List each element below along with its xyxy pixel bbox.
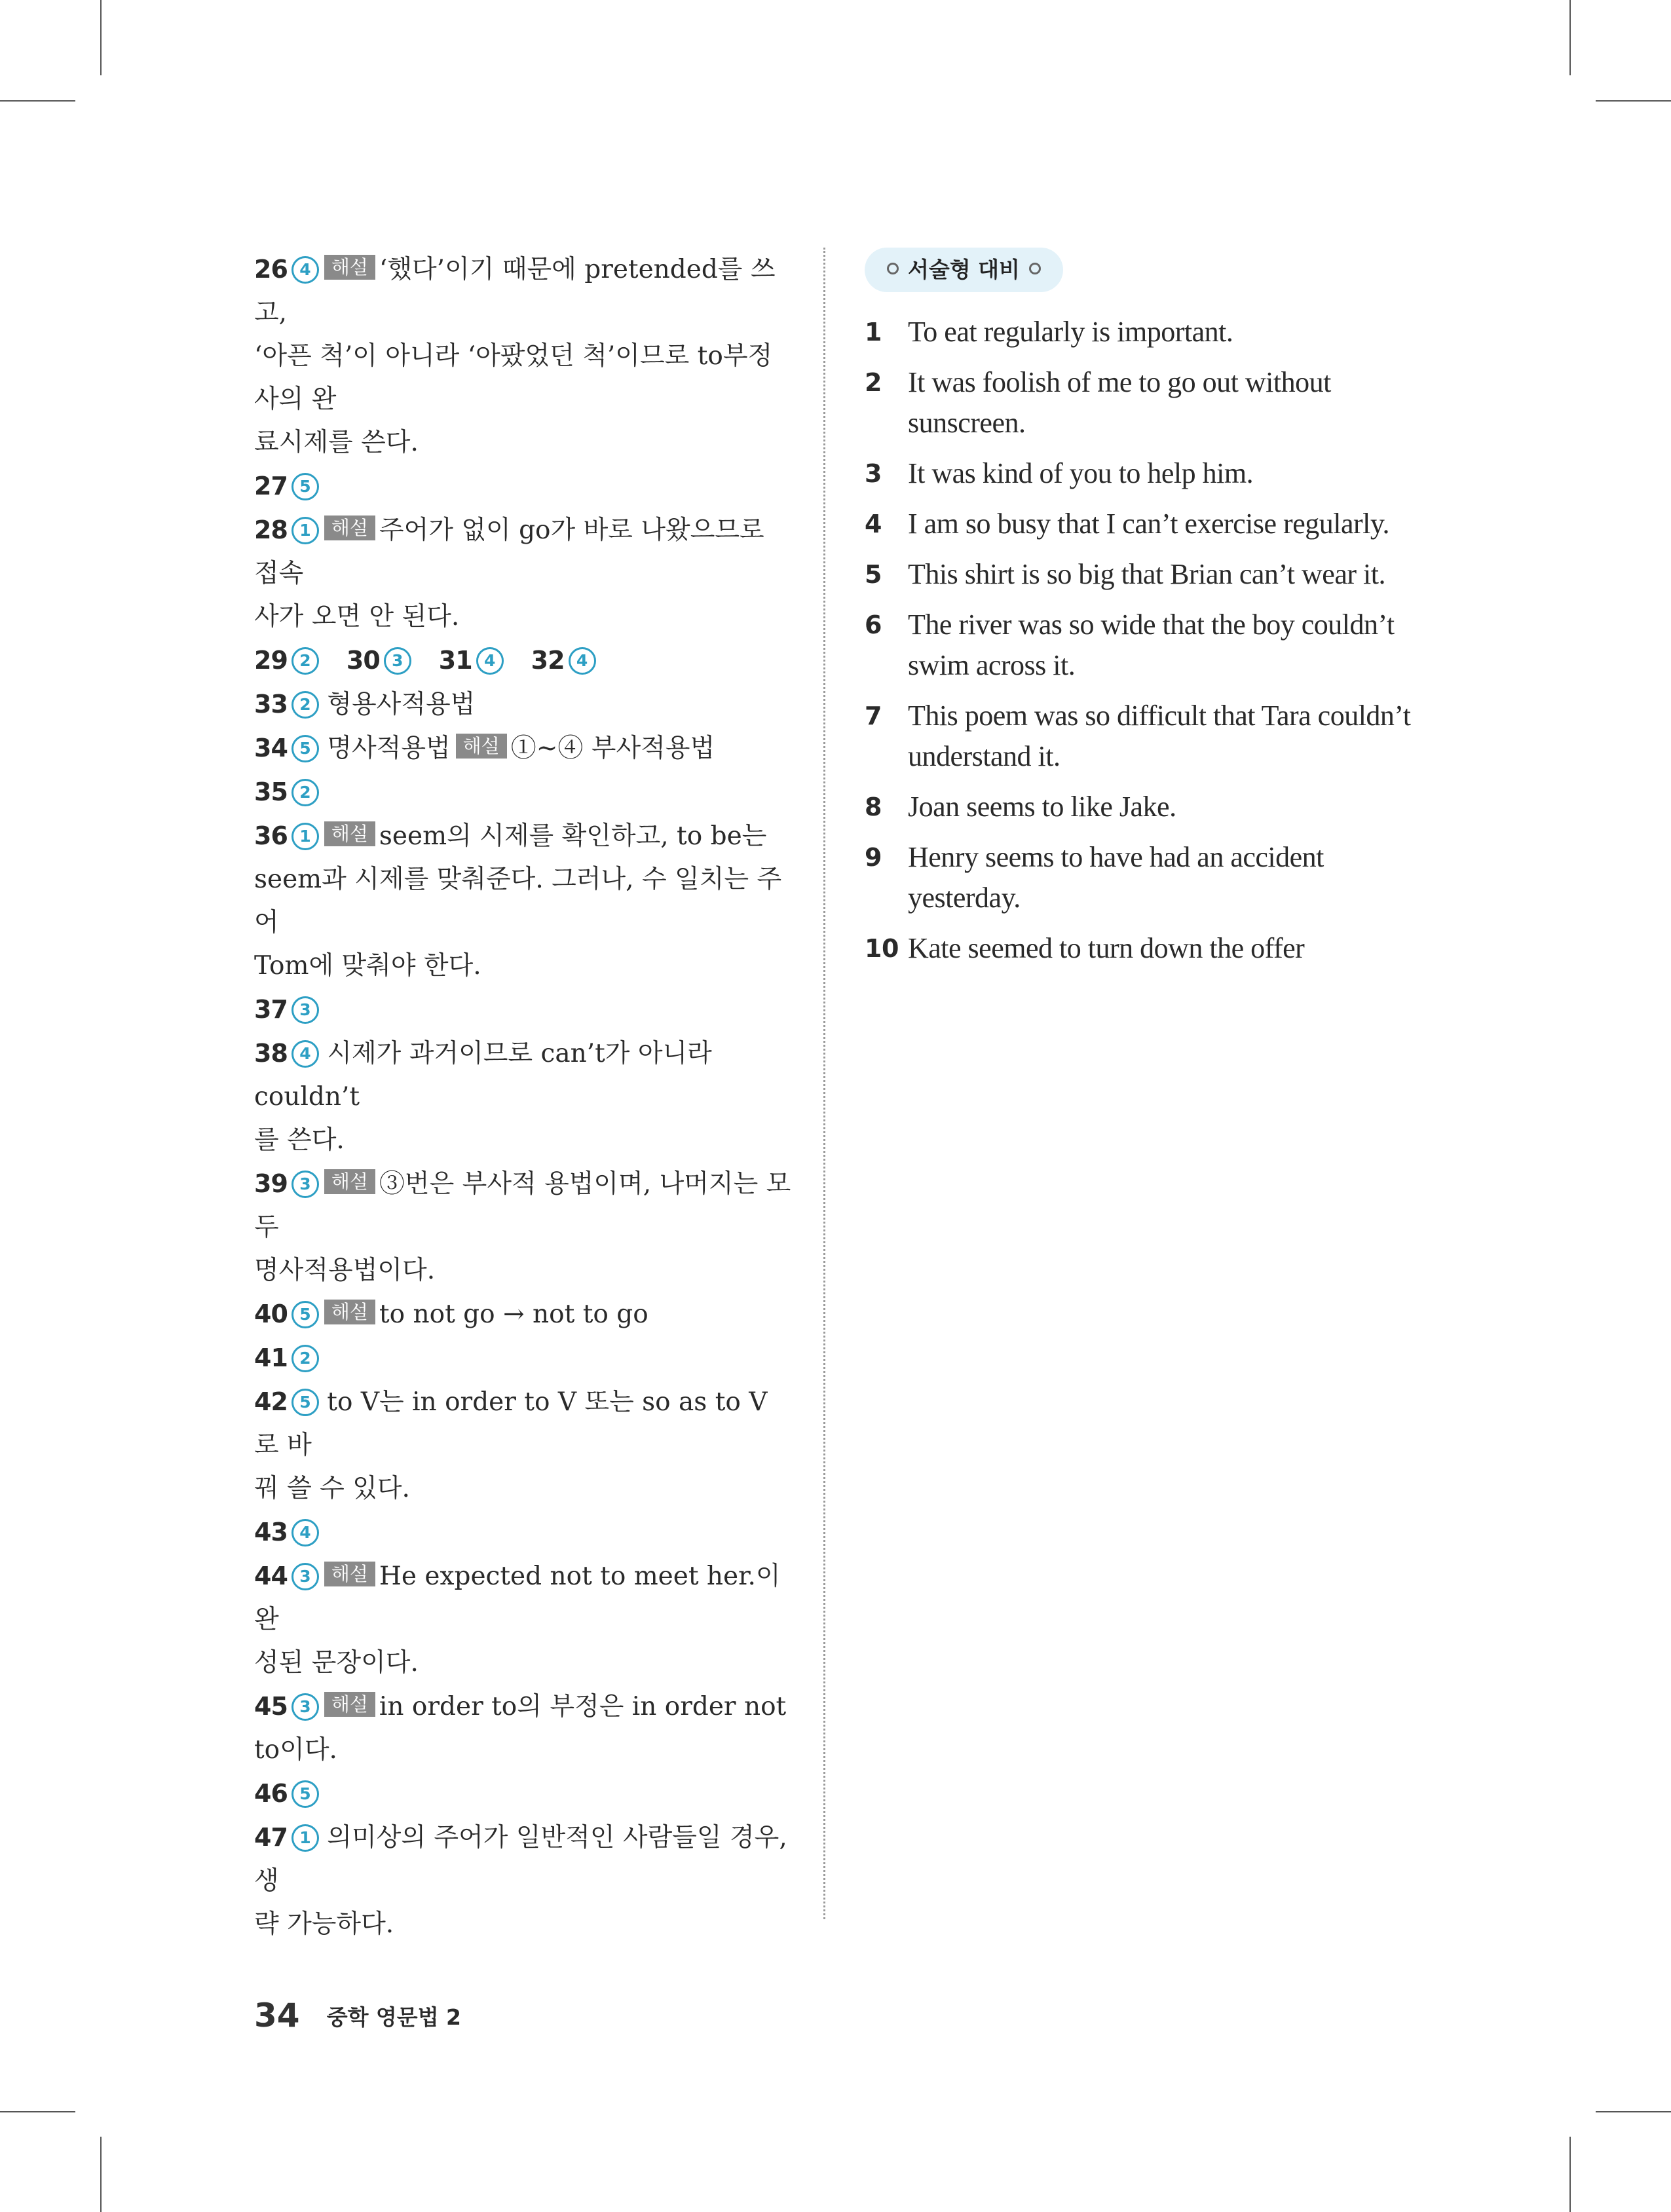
crop-mark [0, 100, 75, 102]
question-number: 45 [254, 1692, 288, 1721]
bullet-circle-icon [887, 263, 899, 274]
answer-choice-circle: 2 [291, 691, 319, 719]
question-number: 43 [254, 1518, 288, 1547]
explanation-line: ‘했다’이기 때문에 pretended를 쓰고, [254, 255, 776, 328]
answer-choice-circle: 5 [291, 1301, 319, 1328]
section-title: 서술형 대비 [908, 257, 1020, 282]
sentence-item [865, 928, 1441, 969]
question-number: 35 [254, 778, 288, 806]
explanation-tag: 해설 [324, 1562, 375, 1586]
sentence-text: It was foolish of me to go out without [908, 366, 1331, 398]
answer-entry [254, 988, 791, 1032]
crop-mark [1596, 2111, 1671, 2112]
sentence-number: 7 [865, 702, 882, 730]
sentence-list [865, 312, 1441, 969]
sentence-item [865, 696, 1441, 777]
answer-entry [254, 464, 791, 508]
explanation-tag: 해설 [324, 1169, 375, 1194]
question-number: 29 [254, 646, 288, 675]
explanation-line: 를 쓴다. [254, 1125, 345, 1155]
answer-choice-circle: 3 [291, 1563, 319, 1590]
answer-entry [254, 1292, 791, 1336]
sentence-number: 9 [865, 843, 882, 872]
sentence-number: 6 [865, 610, 882, 639]
answer-entry [254, 1032, 791, 1162]
answer-key-column [254, 248, 791, 1946]
explanation-tag: 해설 [324, 516, 375, 540]
answer-entry [254, 1336, 791, 1380]
question-number: 36 [254, 821, 288, 850]
sentence-text: It was kind of you to help him. [908, 457, 1254, 489]
answer-choice-circle: 1 [291, 823, 319, 850]
answer-choice-circle: 1 [291, 517, 319, 544]
question-number: 44 [254, 1562, 288, 1590]
explanation-tag: 해설 [324, 1300, 375, 1324]
answer-choice-circle: 5 [291, 1780, 319, 1808]
sentence-text: I am so busy that I can’t exercise regularly. [908, 508, 1389, 540]
sentence-text: sunscreen. [908, 407, 1026, 439]
answer-entry [254, 1162, 791, 1292]
answer-choice-circle: 5 [291, 1389, 319, 1416]
answer-choice-circle: 2 [291, 779, 319, 806]
answer-choice-circle: 1 [291, 1824, 319, 1852]
answer-entry [254, 248, 791, 464]
question-number: 42 [254, 1387, 288, 1416]
crop-mark [0, 2111, 75, 2112]
answer-entry [254, 1685, 791, 1772]
explanation-line: 형용사적용법 [327, 690, 476, 719]
sentence-text: Henry seems to have had an accident [908, 841, 1324, 873]
answer-choice-circle: 3 [384, 647, 411, 675]
sentence-number: 2 [865, 368, 882, 397]
sentence-text: swim across it. [908, 649, 1076, 681]
answer-choice-circle: 3 [291, 996, 319, 1024]
explanation-line: 료시제를 쓴다. [254, 428, 419, 457]
sentence-item [865, 504, 1441, 544]
answer-entry [254, 508, 791, 639]
explanation-line: 의미상의 주어가 일반적인 사람들일 경우, 생 [254, 1823, 787, 1896]
question-number: 37 [254, 995, 288, 1024]
answer-choice-circle: 3 [291, 1171, 319, 1198]
explanation-line: to V는 in order to V 또는 so as to V로 바 [254, 1387, 768, 1460]
crop-mark [100, 2137, 102, 2212]
explanation-line: to이다. [254, 1735, 337, 1765]
sentence-text: yesterday. [908, 882, 1021, 914]
page-footer [254, 1996, 461, 2034]
answer-entry [254, 1554, 791, 1685]
question-number: 26 [254, 255, 288, 284]
sentence-text: understand it. [908, 740, 1061, 772]
question-number: 41 [254, 1343, 288, 1372]
question-number: 39 [254, 1169, 288, 1198]
explanation-line: seem과 시제를 맞춰준다. 그러나, 수 일치는 주어 [254, 865, 782, 937]
explanation-line: 꿔 쓸 수 있다. [254, 1474, 410, 1503]
crop-mark [1596, 100, 1671, 102]
question-number: 47 [254, 1823, 288, 1852]
sentence-number: 8 [865, 793, 882, 821]
explanation-tag: 해설 [456, 734, 507, 759]
question-number: 38 [254, 1039, 288, 1068]
question-number: 40 [254, 1300, 288, 1328]
answer-entry [254, 814, 791, 988]
sentence-text: Kate seemed to turn down the offer [908, 932, 1305, 964]
sentence-item [865, 362, 1441, 443]
answer-choice-circle: 4 [291, 256, 319, 284]
sentence-text: Joan seems to like Jake. [908, 791, 1176, 823]
crop-mark [100, 0, 102, 75]
answer-entry [254, 770, 791, 814]
sentence-item [865, 605, 1441, 686]
sentence-number: 10 [865, 934, 899, 963]
sentence-text: This poem was so difficult that Tara couldn’t [908, 700, 1411, 732]
answer-entry [254, 1816, 791, 1946]
explanation-line: Tom에 맞춰야 한다. [254, 951, 481, 981]
question-number: 28 [254, 516, 288, 544]
explanation-tag: 해설 [324, 821, 375, 846]
explanation-line: seem의 시제를 확인하고, to be는 [379, 821, 767, 851]
explanation-tag: 해설 [324, 1692, 375, 1717]
explanation-line: to not go → not to go [379, 1300, 648, 1329]
answer-entry [254, 683, 791, 726]
answer-entry [254, 1510, 791, 1554]
explanation-line: ‘아픈 척’이 아니라 ‘아팠었던 척’이므로 to부정사의 완 [254, 341, 773, 414]
question-number: 27 [254, 472, 288, 500]
sentence-text: This shirt is so big that Brian can’t wear it. [908, 558, 1385, 590]
answer-choice-circle: 4 [291, 1040, 319, 1068]
question-number: 46 [254, 1779, 288, 1808]
question-number: 32 [531, 646, 565, 675]
crop-mark [1569, 0, 1571, 75]
book-title: 중학 영문법 2 [326, 2004, 462, 2030]
sentence-item [865, 312, 1441, 352]
explanation-line: He expected not to meet her.이 완 [254, 1562, 781, 1634]
sentence-item [865, 787, 1441, 827]
sentence-text: To eat regularly is important. [908, 316, 1233, 348]
question-number: 34 [254, 734, 288, 762]
answer-entry [254, 1772, 791, 1816]
explanation-line: 주어가 없이 go가 바로 나왔으므로 접속 [254, 516, 764, 588]
page-number: 34 [254, 1996, 300, 2034]
crop-mark [1569, 2137, 1571, 2212]
explanation-line: in order to의 부정은 in order not [379, 1692, 787, 1721]
bullet-circle-icon [1029, 263, 1041, 274]
essay-section-column [865, 248, 1441, 979]
answer-note: 명사적용법 [327, 734, 451, 763]
answer-entry [254, 1380, 791, 1510]
sentence-number: 3 [865, 459, 882, 488]
answer-choice-circle: 4 [569, 647, 596, 675]
explanation-line: 성된 문장이다. [254, 1648, 419, 1678]
answer-entry [254, 726, 791, 770]
explanation-line: 사가 오면 안 된다. [254, 602, 460, 631]
explanation-line: 략 가능하다. [254, 1909, 394, 1939]
answer-choice-circle: 3 [291, 1693, 319, 1721]
question-number: 33 [254, 690, 288, 719]
explanation-line: ①~④ 부사적용법 [510, 734, 715, 763]
explanation-line: 시제가 과거이므로 can’t가 아니라 couldn’t [254, 1039, 712, 1112]
sentence-number: 4 [865, 510, 882, 538]
column-divider [823, 248, 825, 1919]
answer-choice-circle: 4 [291, 1519, 319, 1547]
explanation-tag: 해설 [324, 255, 375, 280]
sentence-item [865, 837, 1441, 918]
sentence-number: 1 [865, 318, 882, 347]
sentence-item [865, 554, 1441, 595]
question-number: 31 [438, 646, 472, 675]
answer-choice-circle: 5 [291, 473, 319, 500]
question-number: 30 [346, 646, 380, 675]
answer-choice-circle: 2 [291, 1345, 319, 1372]
sentence-item [865, 453, 1441, 494]
answer-inline-row [254, 639, 791, 683]
explanation-line: ③번은 부사적 용법이며, 나머지는 모두 [254, 1169, 791, 1242]
answer-choice-circle: 4 [476, 647, 504, 675]
sentence-text: The river was so wide that the boy couldn’t [908, 609, 1395, 641]
answer-choice-circle: 2 [291, 647, 319, 675]
section-title-pill [865, 248, 1063, 292]
answer-choice-circle: 5 [291, 735, 319, 762]
explanation-line: 명사적용법이다. [254, 1256, 436, 1285]
sentence-number: 5 [865, 560, 882, 589]
